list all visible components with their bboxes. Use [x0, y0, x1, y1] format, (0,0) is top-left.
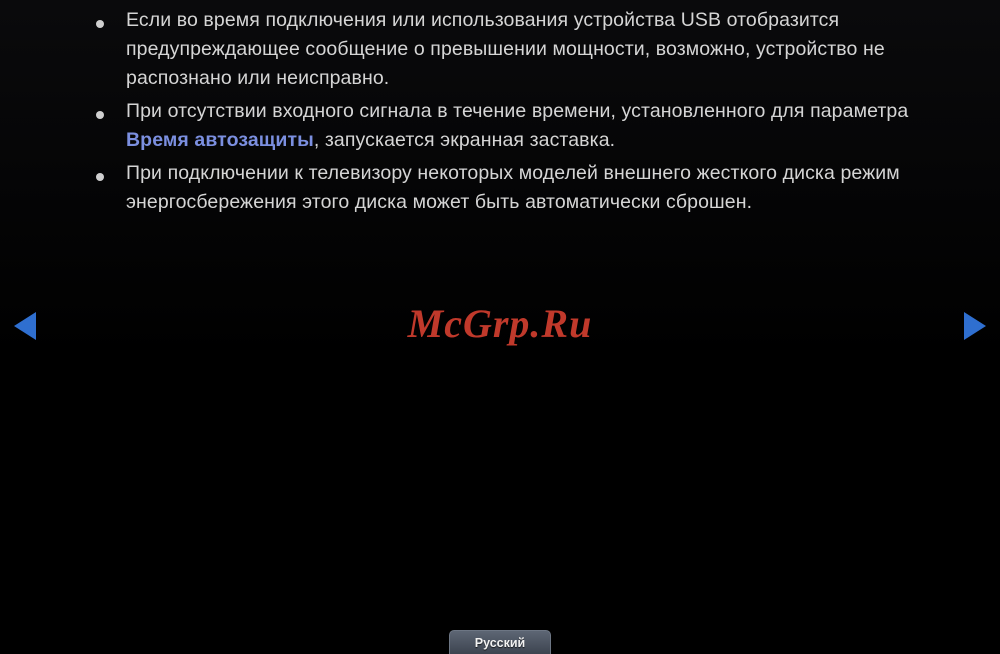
note-text-segment: При подключении к телевизору некоторых моделей внешнего жесткого диска режим энергосбережения этого диска может быть автоматически сброшен. — [126, 162, 900, 213]
language-tab[interactable] — [449, 630, 551, 654]
highlighted-term: Время автозащиты — [126, 129, 314, 151]
triangle-left-icon[interactable] — [14, 312, 36, 340]
language-tab-label: Русский — [474, 635, 526, 650]
bullet-icon — [96, 6, 126, 30]
note-text-segment: При отсутствии входного сигнала в течение времени, установленного для параметра — [126, 100, 909, 122]
note-text — [126, 97, 936, 155]
note-text — [126, 159, 936, 217]
bullet-icon — [96, 97, 126, 121]
list-item — [96, 159, 936, 217]
watermark: McGrp.Ru — [407, 301, 593, 346]
list-item — [96, 97, 936, 155]
triangle-right-icon[interactable] — [964, 312, 986, 340]
list-item — [96, 6, 936, 93]
note-text-segment: , запускается экранная заставка. — [313, 129, 616, 151]
note-text-segment: Если во время подключения или использования устройства USB отобразится предупреждающее сообщение о превышении мощности, возможно, устройство не распознано или неисправно. — [126, 9, 885, 89]
bullet-icon — [96, 159, 126, 183]
note-text — [126, 6, 936, 93]
notes-list — [96, 6, 936, 221]
